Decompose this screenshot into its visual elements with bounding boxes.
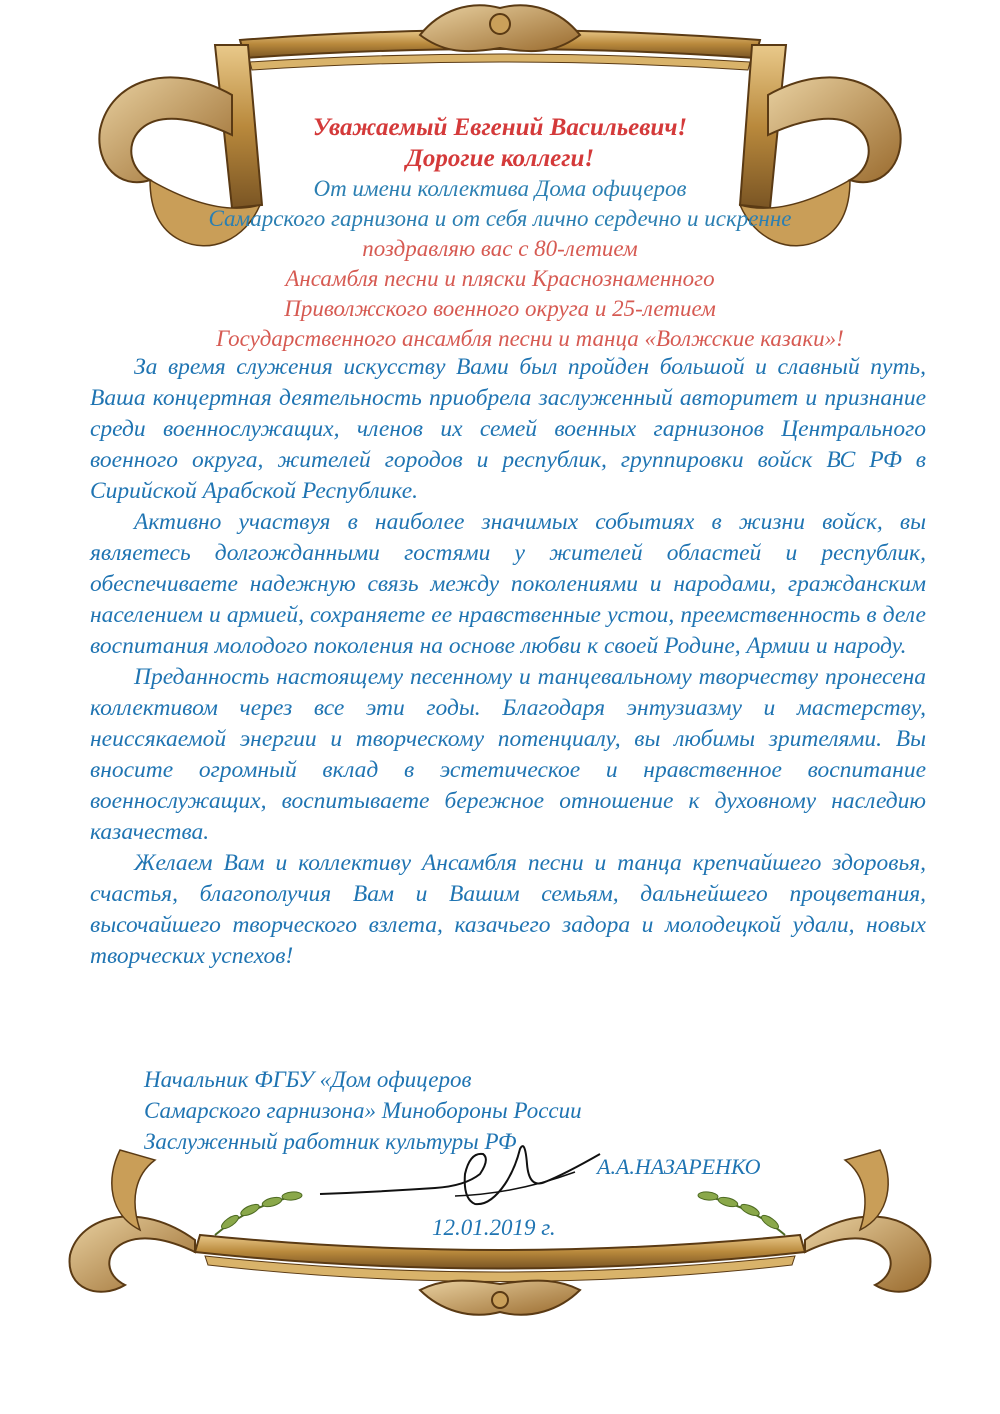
laurel-right-icon (698, 1191, 785, 1235)
laurel-left-icon (215, 1191, 302, 1235)
greeting-line-1: Уважаемый Евгений Васильевич! (312, 114, 688, 141)
signature-title-line-3: Заслуженный работник культуры РФ (144, 1129, 517, 1154)
signatory-name: А.А.НАЗАРЕНКО (597, 1154, 761, 1179)
handwritten-signature (315, 1134, 615, 1224)
signature-title-line-2: Самарского гарнизона» Минобороны России (144, 1098, 582, 1123)
intro-line-5: Приволжского военного округа и 25-летием (284, 296, 716, 321)
intro-line-3: поздравляю вас с 80-летием (362, 236, 638, 261)
intro-line-1: От имени коллектива Дома офицеров (313, 176, 687, 201)
header-block (60, 112, 940, 354)
intro-line-2: Самарского гарнизона и от себя лично сердечно и искренне (208, 206, 792, 231)
intro-line-4: Ансамбля песни и пляски Краснознаменного (285, 266, 715, 291)
letter-body (90, 352, 926, 972)
paragraph: Желаем Вам и коллективу Ансамбля песни и танца крепчайшего здоровья, счастья, благополучия Вам и Вашим семьям, дальнейшего процветания, высочайшего творческого взлета, казачьего задора и молодецкой удали, новых творческих успехов! (90, 850, 926, 969)
paragraph: Активно участвуя в наиболее значимых событиях в жизни войск, вы являетесь долгожданными гостями у жителей областей и республик, обеспечиваете надежную связь между поколениями и народами, гражданским населением и армией, сохраняете ее нравственные устои, преемственность в деле воспитания молодого поколения на основе любви к своей Родине, Армии и народу. (90, 509, 926, 659)
greeting-line-2: Дорогие коллеги! (405, 145, 595, 172)
signature-title-line-1: Начальник ФГБУ «Дом офицеров (144, 1067, 472, 1092)
paragraph: За время служения искусству Вами был пройден большой и славный путь, Ваша концертная деятельность приобрела заслуженный авторитет и признание среди военнослужащих, членов их семей военных гарнизонов Центрального военного округа, жителей городов и республик, группировки войск ВС РФ в Сирийской Арабской Республике. (90, 354, 926, 504)
intro-line-6: Государственного ансамбля песни и танца «Волжские казаки»! (216, 326, 844, 351)
letter-date: 12.01.2019 г. (432, 1215, 556, 1240)
paragraph: Преданность настоящему песенному и танцевальному творчеству пронесена коллективом через все эти годы. Благодаря энтузиазму и мастерству, неиссякаемой энергии и творческому потенциалу, вы любимы зрителями. Вы вносите огромный вклад в эстетическое и нравственное воспитание военнослужащих, воспитываете бережное отношение к духовному наследию казачества. (90, 664, 926, 845)
